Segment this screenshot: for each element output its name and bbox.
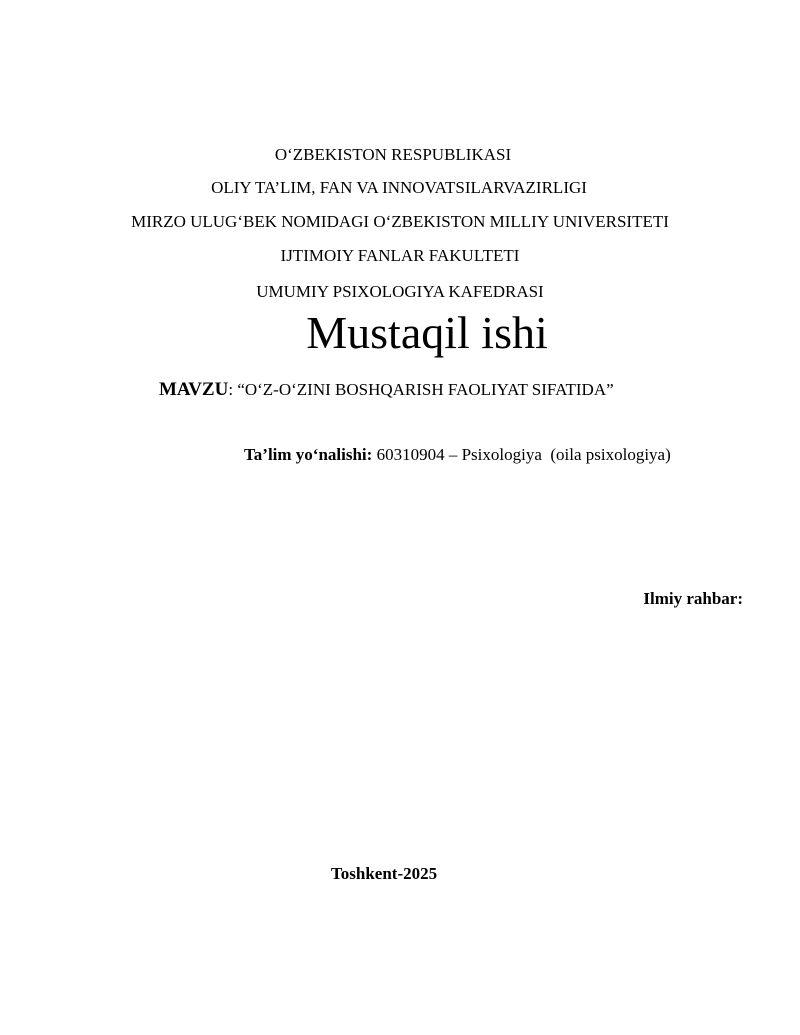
- study-direction-value: 60310904 – Psixologiya (oila psixologiya): [372, 445, 671, 464]
- ministry-name: OLIY TA’LIM, FAN VA INNOVATSILARVAZIRLIGI: [211, 178, 587, 197]
- university-name: MIRZO ULUG‘BEK NOMIDAGI O‘ZBEKISTON MILLIY UNIVERSITETI: [131, 212, 669, 231]
- topic-value: “O‘Z-O‘ZINI BOSHQARISH FAOLIYAT SIFATIDA”: [237, 380, 614, 399]
- department-name: UMUMIY PSIXOLOGIYA KAFEDRASI: [256, 282, 544, 301]
- country-name: O‘ZBEKISTON RESPUBLIKASI: [274, 145, 512, 164]
- city-year: Toshkent-2025: [331, 864, 438, 883]
- study-direction: [244, 444, 671, 466]
- topic-line: [159, 378, 614, 402]
- topic-separator: :: [228, 380, 238, 399]
- supervisor-label: Ilmiy rahbar:: [643, 589, 743, 608]
- document-title: Mustaqil ishi: [306, 307, 548, 358]
- faculty-name: IJTIMOIY FANLAR FAKULTETI: [280, 246, 520, 265]
- study-direction-label: Ta’lim yo‘nalishi:: [244, 445, 373, 464]
- topic-label: MAVZU: [159, 379, 229, 400]
